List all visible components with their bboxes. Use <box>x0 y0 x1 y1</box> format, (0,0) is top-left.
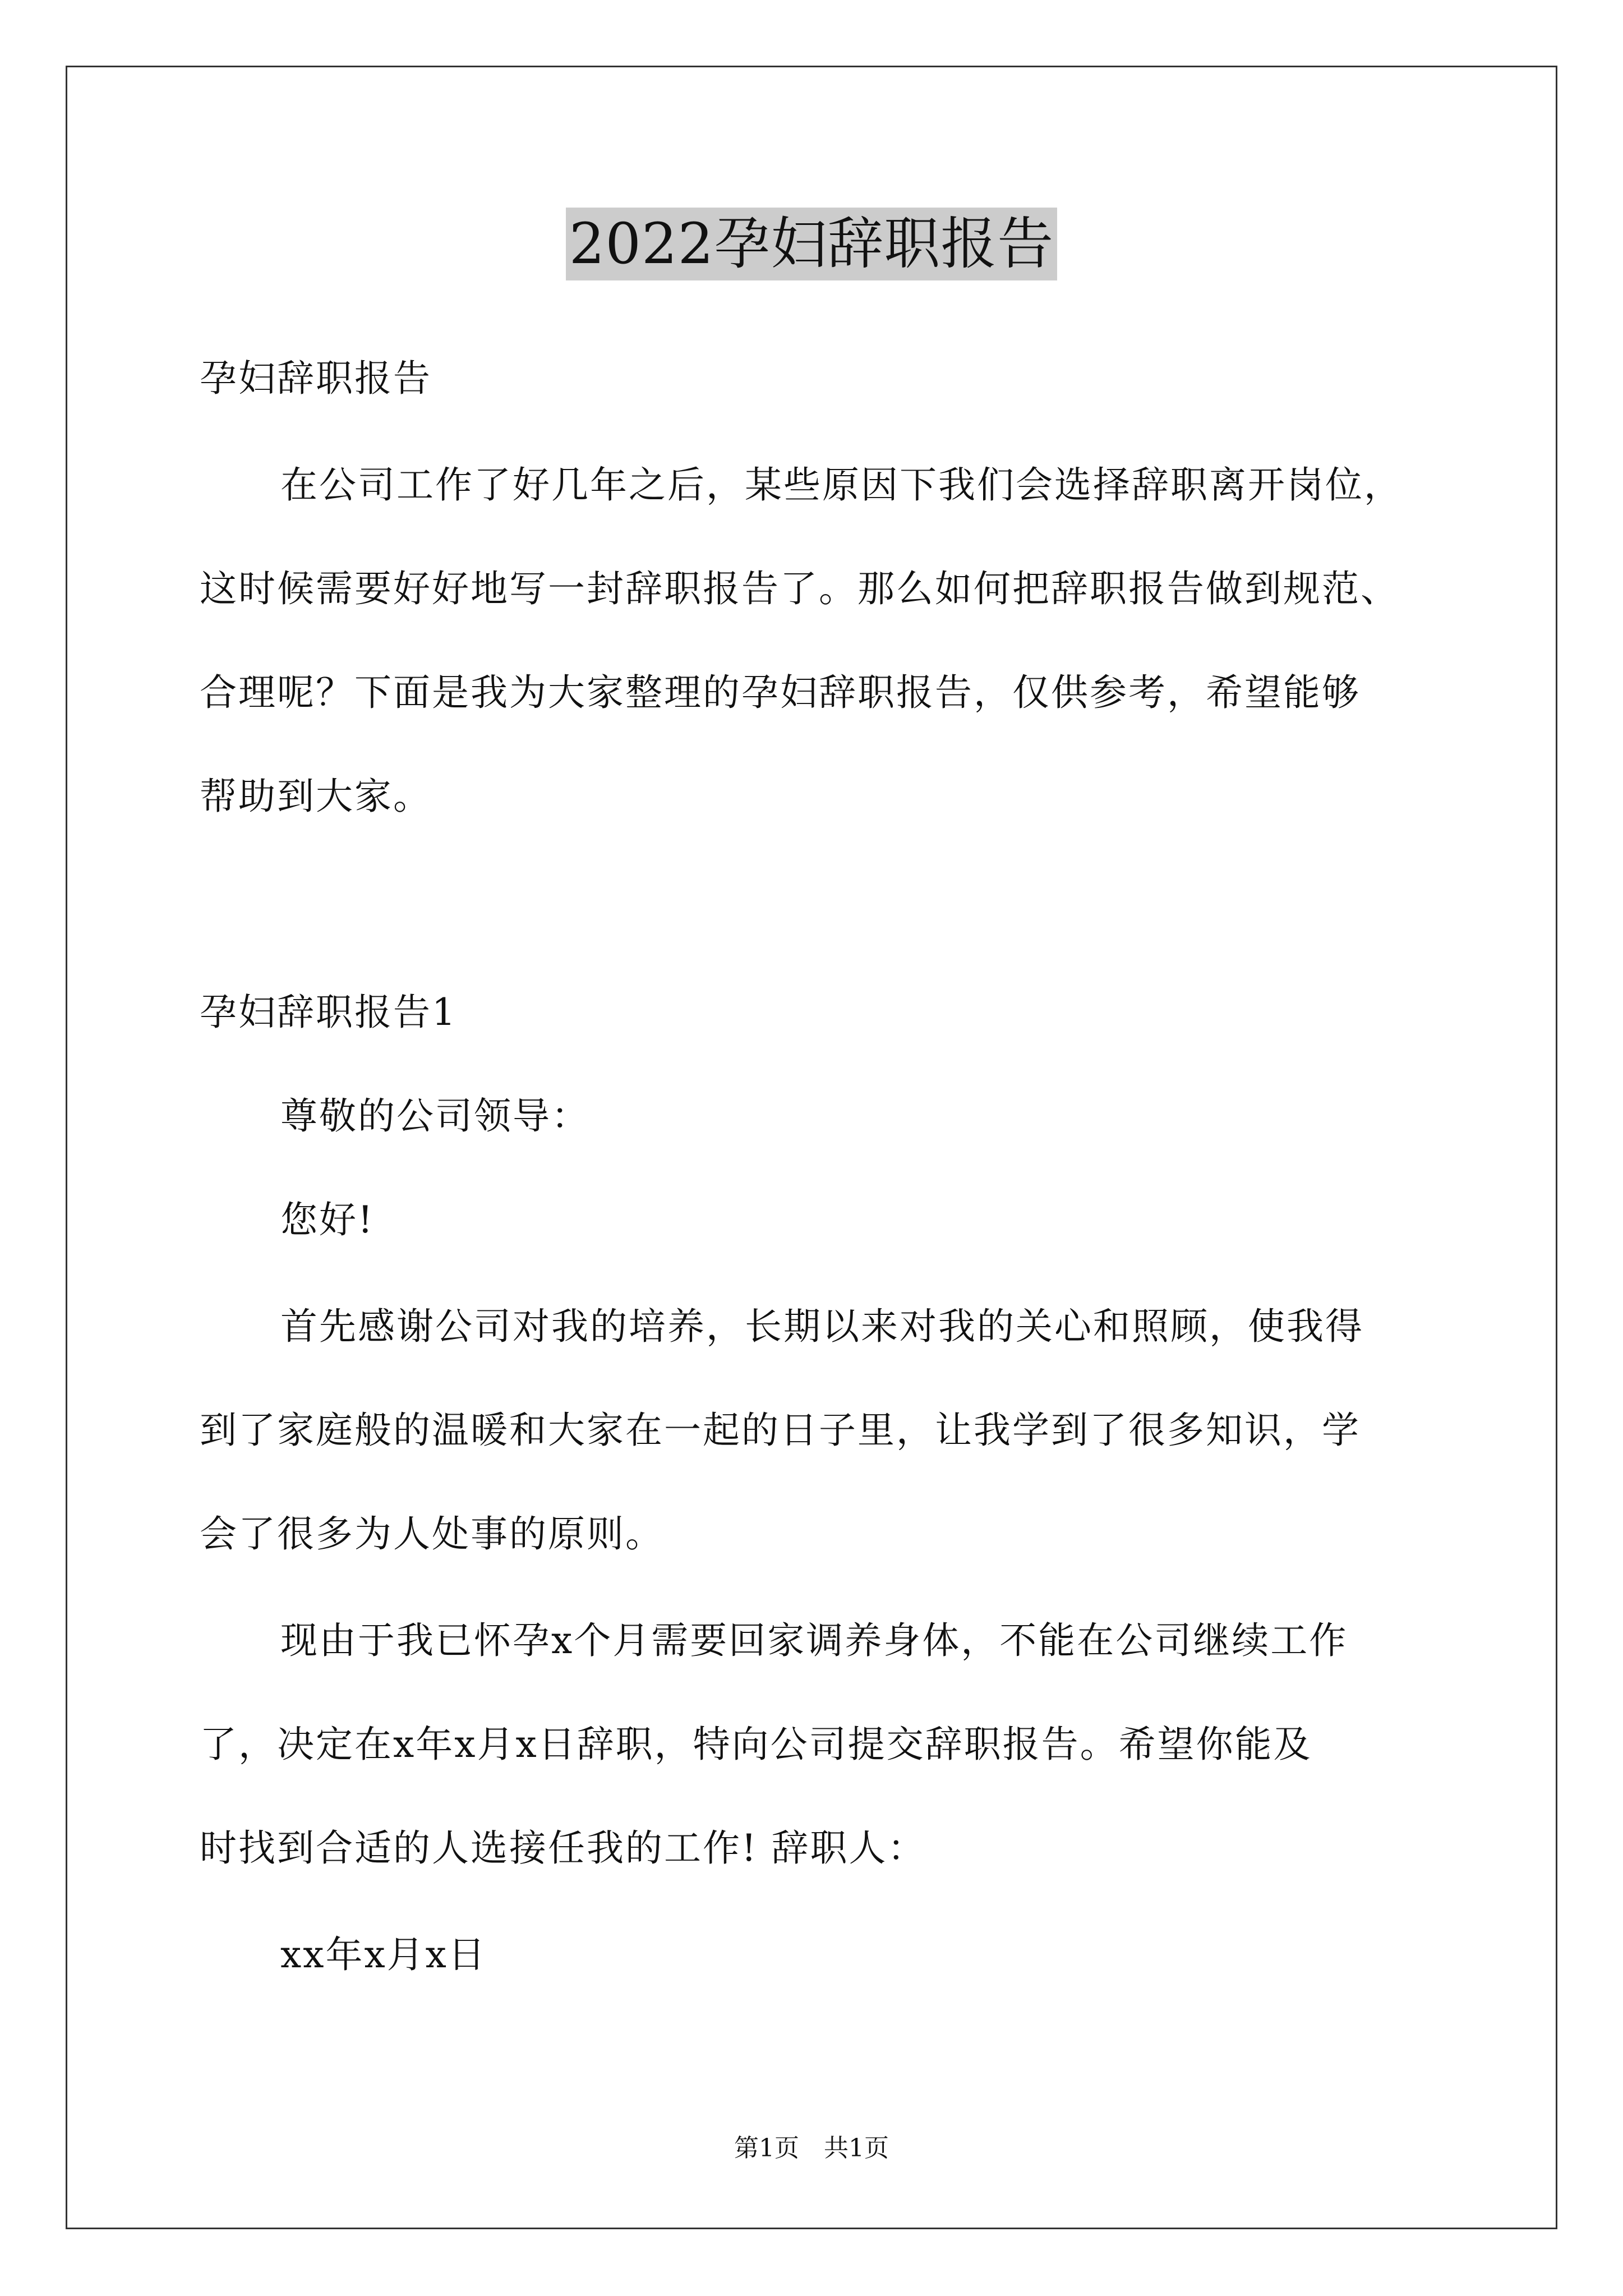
section-heading: 孕妇辞职报告1 <box>200 991 457 1034</box>
intro-line-3: 合理呢？下面是我为大家整理的孕妇辞职报告，仅供参考，希望能够 <box>200 671 1361 714</box>
intro-line-1: 在公司工作了好几年之后，某些原因下我们会选择辞职离开岗位， <box>280 463 1403 507</box>
paragraph-2-line-3: 时找到合适的人选接任我的工作! 辞职人： <box>200 1826 926 1870</box>
intro-heading: 孕妇辞职报告 <box>200 357 432 400</box>
document-title: 2022孕妇辞职报告 <box>566 208 1058 280</box>
greeting: 您好! <box>280 1198 375 1241</box>
intro-line-2: 这时候需要好好地写一封辞职报告了。那么如何把辞职报告做到规范、 <box>200 567 1399 610</box>
date-line: xx年x月x日 <box>280 1933 487 1976</box>
intro-line-4: 帮助到大家。 <box>200 775 432 818</box>
paragraph-1-line-1: 首先感谢公司对我的培养，长期以来对我的关心和照顾，使我得 <box>280 1305 1364 1348</box>
paragraph-2-line-1: 现由于我已怀孕x个月需要回家调养身体，不能在公司继续工作 <box>280 1619 1348 1662</box>
paragraph-1-line-2: 到了家庭般的温暖和大家在一起的日子里，让我学到了很多知识，学 <box>200 1409 1361 1452</box>
paragraph-1-line-3: 会了很多为人处事的原则。 <box>200 1512 664 1556</box>
title-container <box>0 208 1623 280</box>
salutation: 尊敬的公司领导： <box>280 1094 590 1138</box>
paragraph-2-line-2: 了，决定在x年x月x日辞职，特向公司提交辞职报告。希望你能及 <box>200 1723 1312 1766</box>
page-footer: 第1页 共1页 <box>734 2134 889 2162</box>
